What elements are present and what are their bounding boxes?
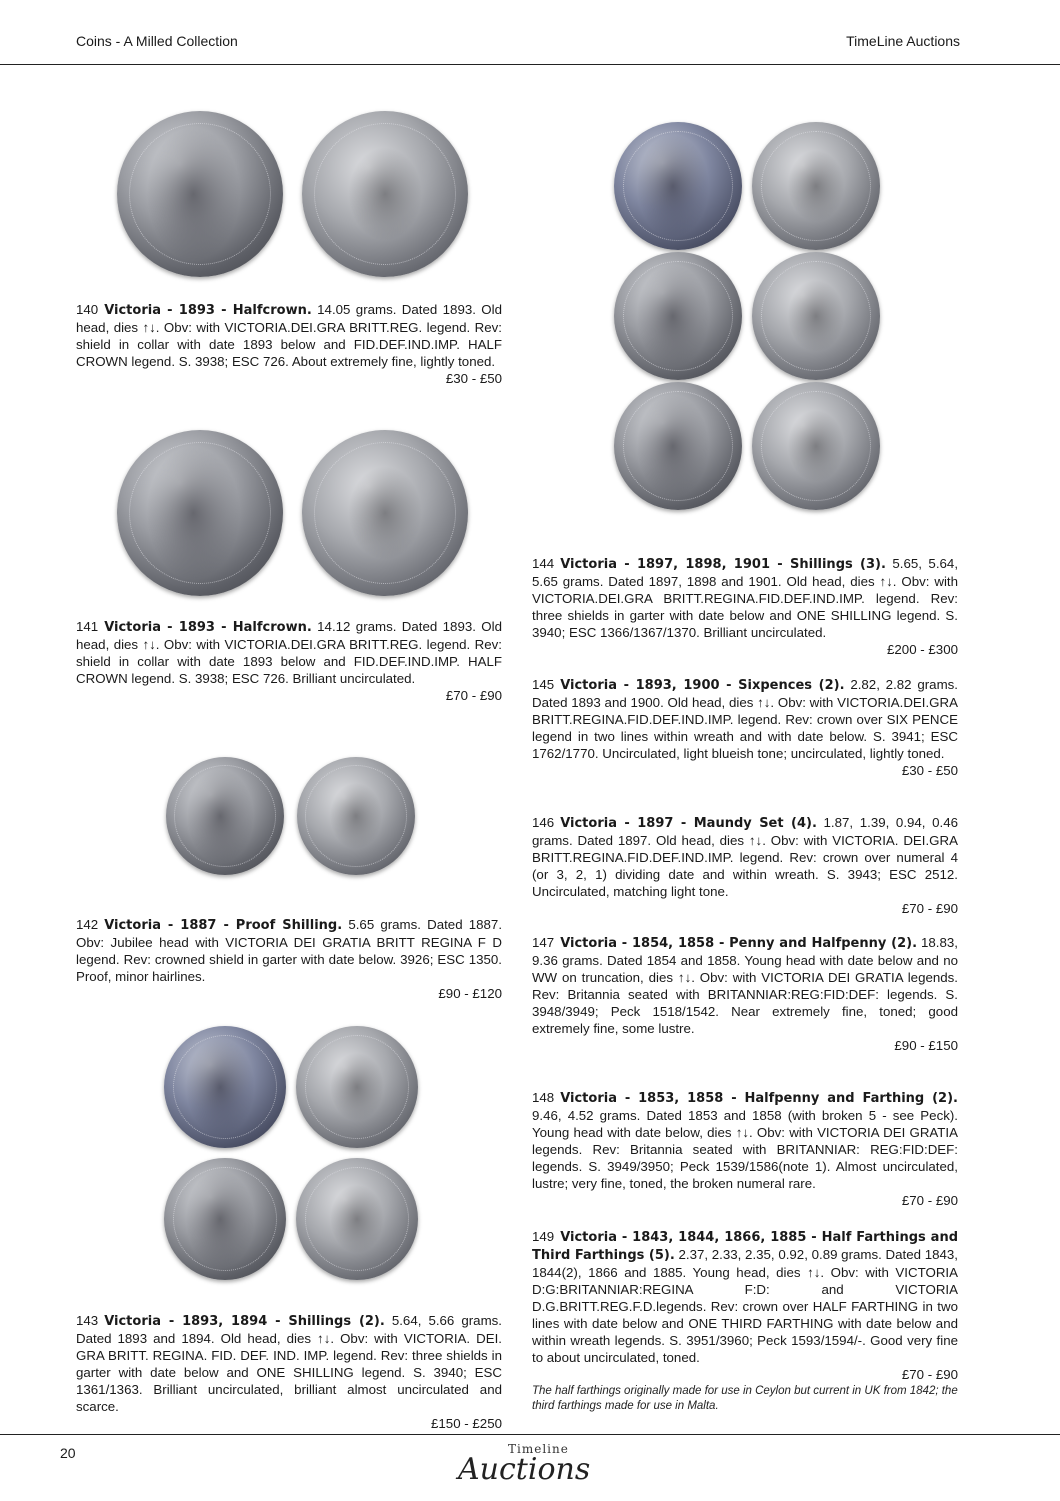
coin-obverse xyxy=(614,122,742,250)
lot-estimate: £30 - £50 xyxy=(445,371,502,386)
lot-entry xyxy=(532,1089,958,1209)
lot-entry xyxy=(532,676,958,779)
coin-reverse xyxy=(752,252,880,380)
catalogue-title: Coins - A Milled Collection xyxy=(76,33,238,49)
lot-number: 147 xyxy=(532,935,555,950)
auctions-logo xyxy=(450,1439,600,1491)
lot-entry xyxy=(532,934,958,1054)
coin-reverse xyxy=(296,1158,418,1280)
coin-obverse xyxy=(164,1158,286,1280)
lot-description: 14.05 grams. Dated 1893. Old head, dies ↑↓. Obv: with VICTORIA.DEI.GRA BRITT.REG. legend. Rev: shield in collar with date 1893 below and FID.DEF.IND.IMP. HALF CROWN legend. S. 3938; ESC 726. About extremely fine, lightly toned. xyxy=(76,302,503,369)
coin-reverse xyxy=(752,122,880,250)
logo-big-text: Auctions xyxy=(458,1452,591,1487)
lot-note: The half farthings originally made for use in Ceylon but current in UK from 1842; the third farthings made for use in Malta. xyxy=(532,1385,958,1412)
lot-estimate: £90 - £150 xyxy=(894,1038,958,1053)
coin-reverse xyxy=(297,757,415,875)
auction-house-name: TimeLine Auctions xyxy=(846,33,960,49)
page-header xyxy=(0,0,1060,65)
lot-number: 142 xyxy=(76,917,99,932)
lot-title: Victoria - 1893, 1900 - Sixpences (2). xyxy=(560,678,845,693)
lot-143-photo xyxy=(160,1022,420,1284)
lot-title: Victoria - 1893 - Halfcrown. xyxy=(104,620,312,635)
lot-title: Victoria - 1897, 1898, 1901 - Shillings (3). xyxy=(560,557,886,572)
coin-obverse xyxy=(614,382,742,510)
lot-description: 2.82, 2.82 grams. Dated 1893 and 1900. Old head, dies ↑↓. Obv: with VICTORIA.DEI.GRA BRITT.REGINA.FID.DEF.IND.IMP. legend. Rev: crown over SIX PENCE legend in two lines within wreath and with date below. S. 3941; ESC 1762/1770. Uncirculated, light blueish tone; uncirculated, lightly toned. xyxy=(532,677,958,761)
lot-estimate: £70 - £90 xyxy=(901,901,958,916)
lot-number: 148 xyxy=(532,1090,555,1105)
lot-estimate: £200 - £300 xyxy=(887,642,958,657)
coin-reverse xyxy=(296,1026,418,1148)
lot-title: Victoria - 1854, 1858 - Penny and Halfpenny (2). xyxy=(560,936,918,951)
coin-obverse xyxy=(164,1026,286,1148)
lot-number: 140 xyxy=(76,302,99,317)
lot-description: 5.64, 5.66 grams. Dated 1893 and 1894. Old head, dies ↑↓. Obv: with VICTORIA. DEI. GRA BRITT. REGINA. FID. DEF. IND. IMP. legend. Rev: three shields in garter with date below and ONE SHILLING legend. S. 3940; ESC 1361/1363. Brilliant uncirculated, brilliant almost uncirculated and scarce. xyxy=(76,1313,502,1414)
lot-description: 5.65 grams. Dated 1887. Obv: Jubilee head with VICTORIA DEI GRATIA BRITT REGINA F D legend. Rev: crowned shield in garter with date below. 3926; ESC 1350. Proof, minor hairlines. xyxy=(76,917,503,984)
lot-141-photo xyxy=(112,427,484,599)
lot-title: Victoria - 1893, 1894 - Shillings (2). xyxy=(104,1314,385,1329)
lot-142-photo xyxy=(160,752,420,880)
lot-description: 5.65, 5.64, 5.65 grams. Dated 1897, 1898 and 1901. Old head, dies ↑↓. Obv: with VICTORIA.DEI.GRA BRITT.REGINA.FID.DEF.IND.IMP. legend. Rev: three shields in garter with date below and ONE SHILLING legend. S. 3940; ESC 1366/1367/1370. Brilliant uncirculated. xyxy=(532,556,959,640)
coin-reverse xyxy=(302,111,468,277)
page-number: 20 xyxy=(60,1445,76,1461)
coin-obverse xyxy=(117,111,283,277)
lot-description: 14.12 grams. Dated 1893. Old head, dies ↑↓. Obv: with VICTORIA.DEI.GRA BRITT.REG. legend. Rev: shield in collar with date 1893 below and FID.DEF.IND.IMP. HALF CROWN legend. S. 3938; ESC 726. Brilliant uncirculated. xyxy=(76,619,503,686)
lot-number: 149 xyxy=(532,1229,555,1244)
page-footer xyxy=(0,1434,1060,1501)
coin-obverse xyxy=(117,430,283,596)
lot-description: 2.37, 2.33, 2.35, 0.92, 0.89 grams. Dated 1843, 1844(2), 1866 and 1885. Young head, dies ↑↓. Obv: with VICTORIA D:G:BRITANNIAR:REGINA F:D: and VICTORIA D.G.BRITT.REG.F.D.legends. Rev: crown over HALF FARTHING in two lines with date below and ONE THIRD FARTHING with date below and within wreath legends. S. 3951/3960; Peck 1593/1594/-. Good very fine to about uncirculated, toned. xyxy=(532,1247,958,1365)
lot-description: 1.87, 1.39, 0.94, 0.46 grams. Dated 1897. Old head, dies ↑↓. Obv: with VICTORIA. DEI.GRA BRITT.REGINA.FID.DEF.IND.IMP. legend. Rev: crown over numeral 4 (or 3, 2, 1) dividing date and within wreath. S. 3943; ESC 2512. Uncirculated, matching light tone. xyxy=(532,815,958,899)
lot-entry xyxy=(76,301,502,387)
lot-entry xyxy=(76,916,502,1002)
lot-description: 18.83, 9.36 grams. Dated 1854 and 1858. Young head with date below and no WW on truncation, dies ↑↓. Obv: with VICTORIA DEI GRATIA legends. Rev: Britannia seated with BRITANNIAR:REG:FID:DEF: legends. S. 3948/3949; Peck 1518/1542. Near extremely fine, toned; good extremely fine, some lustre. xyxy=(532,935,958,1036)
lot-estimate: £90 - £120 xyxy=(438,986,502,1001)
lot-140-photo xyxy=(112,108,484,280)
lot-title: Victoria - 1893 - Halfcrown. xyxy=(104,303,312,318)
lot-number: 146 xyxy=(532,815,555,830)
lot-title: Victoria - 1897 - Maundy Set (4). xyxy=(560,816,817,831)
lot-title: Victoria - 1887 - Proof Shilling. xyxy=(104,918,343,933)
lot-entry xyxy=(532,1228,958,1383)
coin-obverse xyxy=(614,252,742,380)
lot-estimate: £30 - £50 xyxy=(901,763,958,778)
logo-small-text: Timeline xyxy=(508,1442,569,1456)
lot-144-photo xyxy=(610,118,886,512)
lot-entry xyxy=(532,814,958,917)
lot-number: 145 xyxy=(532,677,555,692)
lot-title: Victoria - 1843, 1844, 1866, 1885 - Half Farthings and Third Farthings (5). xyxy=(532,1230,958,1263)
lot-number: 144 xyxy=(532,556,555,571)
lot-number: 141 xyxy=(76,619,99,634)
coin-obverse xyxy=(166,757,284,875)
lot-estimate: £70 - £90 xyxy=(445,688,502,703)
lot-estimate: £70 - £90 xyxy=(901,1193,958,1208)
coin-reverse xyxy=(752,382,880,510)
lot-number: 143 xyxy=(76,1313,99,1328)
lot-entry xyxy=(76,1312,502,1432)
lot-title: Victoria - 1853, 1858 - Halfpenny and Farthing (2). xyxy=(560,1091,958,1106)
lot-entry xyxy=(532,555,958,658)
coin-reverse xyxy=(302,430,468,596)
lot-entry xyxy=(76,618,502,704)
lot-estimate: £150 - £250 xyxy=(431,1416,502,1431)
lot-estimate: £70 - £90 xyxy=(901,1367,958,1382)
lot-description: 9.46, 4.52 grams. Dated 1853 and 1858 (with broken 5 - see Peck). Young head with date below, dies ↑↓. Obv: with VICTORIA DEI GRATIA legends. Rev: Britannia seated with BRITANNIAR: REG:FID:DEF: legends. S. 3949/3950; Peck 1539/1586(note 1). Almost uncirculated, lustre; very fine, toned, the broken numeral rare. xyxy=(532,1108,958,1191)
